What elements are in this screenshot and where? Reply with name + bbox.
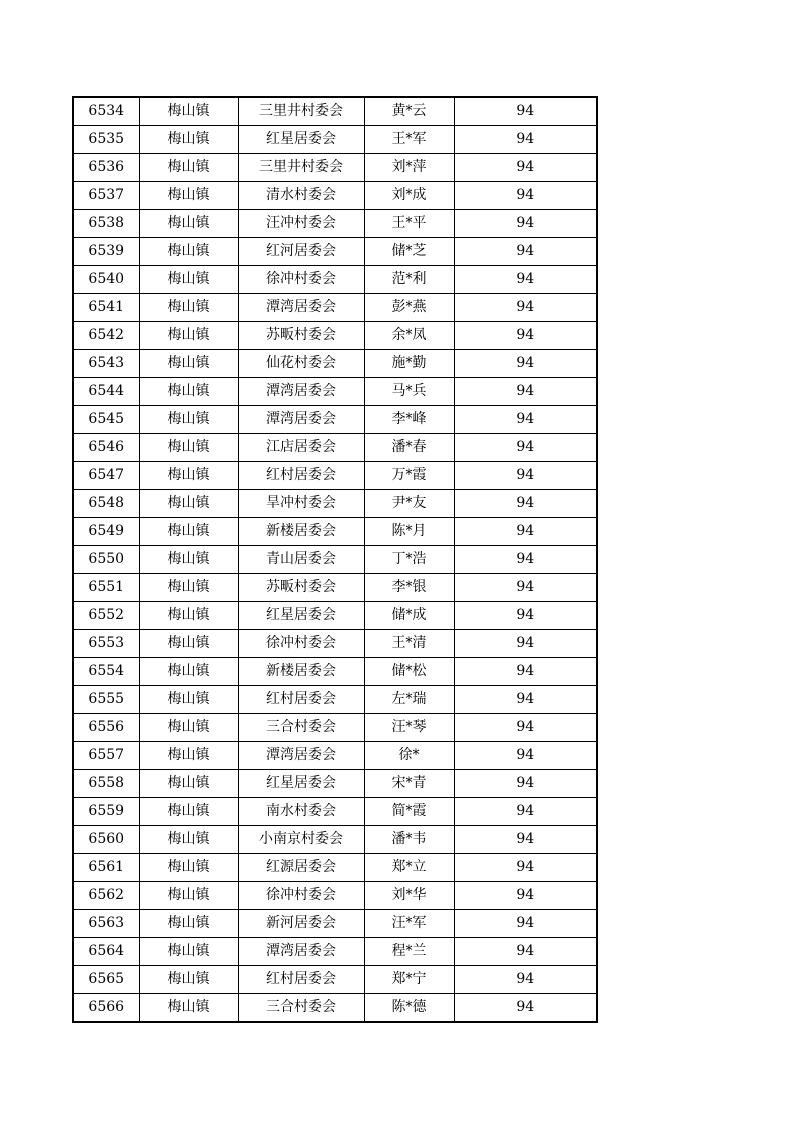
table-row <box>73 238 597 266</box>
score-cell: 94 <box>454 182 597 210</box>
committee-cell: 潭湾居委会 <box>238 742 364 770</box>
table-row <box>73 798 597 826</box>
row-number-cell: 6548 <box>73 490 139 518</box>
town-cell: 梅山镇 <box>139 406 238 434</box>
name-cell: 王*军 <box>364 126 454 154</box>
table-row <box>73 210 597 238</box>
row-number-cell: 6541 <box>73 294 139 322</box>
table-row <box>73 966 597 994</box>
name-cell: 马*兵 <box>364 378 454 406</box>
town-cell: 梅山镇 <box>139 742 238 770</box>
score-cell: 94 <box>454 910 597 938</box>
town-cell: 梅山镇 <box>139 462 238 490</box>
committee-cell: 潭湾居委会 <box>238 938 364 966</box>
town-cell: 梅山镇 <box>139 294 238 322</box>
name-cell: 程*兰 <box>364 938 454 966</box>
score-cell: 94 <box>454 602 597 630</box>
name-cell: 刘*萍 <box>364 154 454 182</box>
town-cell: 梅山镇 <box>139 518 238 546</box>
town-cell: 梅山镇 <box>139 966 238 994</box>
town-cell: 梅山镇 <box>139 574 238 602</box>
row-number-cell: 6542 <box>73 322 139 350</box>
table-row <box>73 574 597 602</box>
table-row <box>73 938 597 966</box>
row-number-cell: 6562 <box>73 882 139 910</box>
table-row <box>73 630 597 658</box>
town-cell: 梅山镇 <box>139 770 238 798</box>
score-cell: 94 <box>454 350 597 378</box>
score-cell: 94 <box>454 154 597 182</box>
committee-cell: 三合村委会 <box>238 994 364 1023</box>
name-cell: 陈*月 <box>364 518 454 546</box>
table-row <box>73 686 597 714</box>
row-number-cell: 6555 <box>73 686 139 714</box>
table-row <box>73 350 597 378</box>
name-cell: 陈*德 <box>364 994 454 1023</box>
row-number-cell: 6535 <box>73 126 139 154</box>
name-cell: 范*利 <box>364 266 454 294</box>
score-cell: 94 <box>454 658 597 686</box>
town-cell: 梅山镇 <box>139 658 238 686</box>
committee-cell: 新河居委会 <box>238 910 364 938</box>
table-row <box>73 490 597 518</box>
score-cell: 94 <box>454 406 597 434</box>
score-cell: 94 <box>454 770 597 798</box>
name-cell: 汪*军 <box>364 910 454 938</box>
row-number-cell: 6554 <box>73 658 139 686</box>
score-cell: 94 <box>454 294 597 322</box>
town-cell: 梅山镇 <box>139 378 238 406</box>
score-cell: 94 <box>454 938 597 966</box>
row-number-cell: 6565 <box>73 966 139 994</box>
score-cell: 94 <box>454 854 597 882</box>
name-cell: 余*凤 <box>364 322 454 350</box>
name-cell: 施*勤 <box>364 350 454 378</box>
row-number-cell: 6536 <box>73 154 139 182</box>
table-row <box>73 406 597 434</box>
name-cell: 尹*友 <box>364 490 454 518</box>
row-number-cell: 6553 <box>73 630 139 658</box>
table-row <box>73 854 597 882</box>
name-cell: 刘*华 <box>364 882 454 910</box>
committee-cell: 红源居委会 <box>238 854 364 882</box>
committee-cell: 红河居委会 <box>238 238 364 266</box>
committee-cell: 徐冲村委会 <box>238 882 364 910</box>
name-cell: 汪*琴 <box>364 714 454 742</box>
town-cell: 梅山镇 <box>139 798 238 826</box>
committee-cell: 徐冲村委会 <box>238 266 364 294</box>
row-number-cell: 6558 <box>73 770 139 798</box>
name-cell: 潘*春 <box>364 434 454 462</box>
committee-cell: 新楼居委会 <box>238 518 364 546</box>
committee-cell: 苏畈村委会 <box>238 322 364 350</box>
row-number-cell: 6563 <box>73 910 139 938</box>
row-number-cell: 6552 <box>73 602 139 630</box>
table-row <box>73 266 597 294</box>
row-number-cell: 6557 <box>73 742 139 770</box>
name-cell: 王*清 <box>364 630 454 658</box>
town-cell: 梅山镇 <box>139 322 238 350</box>
town-cell: 梅山镇 <box>139 210 238 238</box>
row-number-cell: 6534 <box>73 97 139 126</box>
score-cell: 94 <box>454 630 597 658</box>
table-row <box>73 602 597 630</box>
row-number-cell: 6561 <box>73 854 139 882</box>
name-cell: 储*松 <box>364 658 454 686</box>
town-cell: 梅山镇 <box>139 826 238 854</box>
row-number-cell: 6549 <box>73 518 139 546</box>
row-number-cell: 6564 <box>73 938 139 966</box>
row-number-cell: 6543 <box>73 350 139 378</box>
committee-cell: 潭湾居委会 <box>238 406 364 434</box>
committee-cell: 红星居委会 <box>238 770 364 798</box>
committee-cell: 三里井村委会 <box>238 154 364 182</box>
score-cell: 94 <box>454 882 597 910</box>
score-cell: 94 <box>454 714 597 742</box>
name-cell: 李*峰 <box>364 406 454 434</box>
committee-cell: 清水村委会 <box>238 182 364 210</box>
table-row <box>73 994 597 1023</box>
committee-cell: 红村居委会 <box>238 966 364 994</box>
score-cell: 94 <box>454 322 597 350</box>
table-row <box>73 154 597 182</box>
table-body <box>73 97 597 1022</box>
table-row <box>73 378 597 406</box>
score-cell: 94 <box>454 966 597 994</box>
score-cell: 94 <box>454 546 597 574</box>
committee-cell: 旱冲村委会 <box>238 490 364 518</box>
committee-cell: 南水村委会 <box>238 798 364 826</box>
name-cell: 黄*云 <box>364 97 454 126</box>
town-cell: 梅山镇 <box>139 126 238 154</box>
name-cell: 彭*燕 <box>364 294 454 322</box>
name-cell: 储*芝 <box>364 238 454 266</box>
committee-cell: 小南京村委会 <box>238 826 364 854</box>
committee-cell: 仙花村委会 <box>238 350 364 378</box>
committee-cell: 红星居委会 <box>238 126 364 154</box>
town-cell: 梅山镇 <box>139 490 238 518</box>
town-cell: 梅山镇 <box>139 910 238 938</box>
row-number-cell: 6544 <box>73 378 139 406</box>
score-cell: 94 <box>454 266 597 294</box>
name-cell: 郑*宁 <box>364 966 454 994</box>
score-cell: 94 <box>454 826 597 854</box>
table-row <box>73 910 597 938</box>
row-number-cell: 6556 <box>73 714 139 742</box>
name-cell: 李*银 <box>364 574 454 602</box>
name-cell: 万*霞 <box>364 462 454 490</box>
town-cell: 梅山镇 <box>139 266 238 294</box>
committee-cell: 江店居委会 <box>238 434 364 462</box>
row-number-cell: 6550 <box>73 546 139 574</box>
score-cell: 94 <box>454 126 597 154</box>
table-row <box>73 826 597 854</box>
town-cell: 梅山镇 <box>139 938 238 966</box>
score-cell: 94 <box>454 462 597 490</box>
committee-cell: 潭湾居委会 <box>238 378 364 406</box>
row-number-cell: 6546 <box>73 434 139 462</box>
town-cell: 梅山镇 <box>139 994 238 1023</box>
score-cell: 94 <box>454 210 597 238</box>
table-row <box>73 770 597 798</box>
committee-cell: 潭湾居委会 <box>238 294 364 322</box>
table-row <box>73 518 597 546</box>
row-number-cell: 6547 <box>73 462 139 490</box>
name-cell: 潘*韦 <box>364 826 454 854</box>
table-row <box>73 714 597 742</box>
table-row <box>73 546 597 574</box>
row-number-cell: 6559 <box>73 798 139 826</box>
town-cell: 梅山镇 <box>139 434 238 462</box>
committee-cell: 青山居委会 <box>238 546 364 574</box>
name-cell: 左*瑞 <box>364 686 454 714</box>
committee-cell: 新楼居委会 <box>238 658 364 686</box>
score-cell: 94 <box>454 238 597 266</box>
name-cell: 宋*青 <box>364 770 454 798</box>
score-cell: 94 <box>454 574 597 602</box>
row-number-cell: 6560 <box>73 826 139 854</box>
table-row <box>73 294 597 322</box>
table-row <box>73 882 597 910</box>
town-cell: 梅山镇 <box>139 630 238 658</box>
row-number-cell: 6540 <box>73 266 139 294</box>
town-cell: 梅山镇 <box>139 882 238 910</box>
table-row <box>73 434 597 462</box>
town-cell: 梅山镇 <box>139 686 238 714</box>
score-cell: 94 <box>454 994 597 1023</box>
committee-cell: 红星居委会 <box>238 602 364 630</box>
committee-cell: 三合村委会 <box>238 714 364 742</box>
name-cell: 简*霞 <box>364 798 454 826</box>
committee-cell: 红村居委会 <box>238 686 364 714</box>
table-row <box>73 322 597 350</box>
row-number-cell: 6539 <box>73 238 139 266</box>
table-row <box>73 462 597 490</box>
score-cell: 94 <box>454 742 597 770</box>
committee-cell: 三里井村委会 <box>238 97 364 126</box>
score-cell: 94 <box>454 798 597 826</box>
committee-cell: 徐冲村委会 <box>238 630 364 658</box>
table-row <box>73 126 597 154</box>
score-cell: 94 <box>454 518 597 546</box>
town-cell: 梅山镇 <box>139 602 238 630</box>
table-row <box>73 182 597 210</box>
row-number-cell: 6537 <box>73 182 139 210</box>
committee-cell: 汪冲村委会 <box>238 210 364 238</box>
town-cell: 梅山镇 <box>139 714 238 742</box>
town-cell: 梅山镇 <box>139 182 238 210</box>
score-cell: 94 <box>454 686 597 714</box>
committee-cell: 苏畈村委会 <box>238 574 364 602</box>
score-cell: 94 <box>454 490 597 518</box>
name-cell: 郑*立 <box>364 854 454 882</box>
table-row <box>73 658 597 686</box>
town-cell: 梅山镇 <box>139 97 238 126</box>
name-cell: 王*平 <box>364 210 454 238</box>
table-row <box>73 742 597 770</box>
town-cell: 梅山镇 <box>139 350 238 378</box>
name-cell: 丁*浩 <box>364 546 454 574</box>
row-number-cell: 6566 <box>73 994 139 1023</box>
name-cell: 储*成 <box>364 602 454 630</box>
committee-cell: 红村居委会 <box>238 462 364 490</box>
name-cell: 徐* <box>364 742 454 770</box>
row-number-cell: 6538 <box>73 210 139 238</box>
town-cell: 梅山镇 <box>139 854 238 882</box>
score-cell: 94 <box>454 378 597 406</box>
town-cell: 梅山镇 <box>139 546 238 574</box>
row-number-cell: 6551 <box>73 574 139 602</box>
town-cell: 梅山镇 <box>139 238 238 266</box>
name-cell: 刘*成 <box>364 182 454 210</box>
row-number-cell: 6545 <box>73 406 139 434</box>
table-row <box>73 97 597 126</box>
town-cell: 梅山镇 <box>139 154 238 182</box>
data-table <box>72 96 598 1023</box>
score-cell: 94 <box>454 434 597 462</box>
score-cell: 94 <box>454 97 597 126</box>
